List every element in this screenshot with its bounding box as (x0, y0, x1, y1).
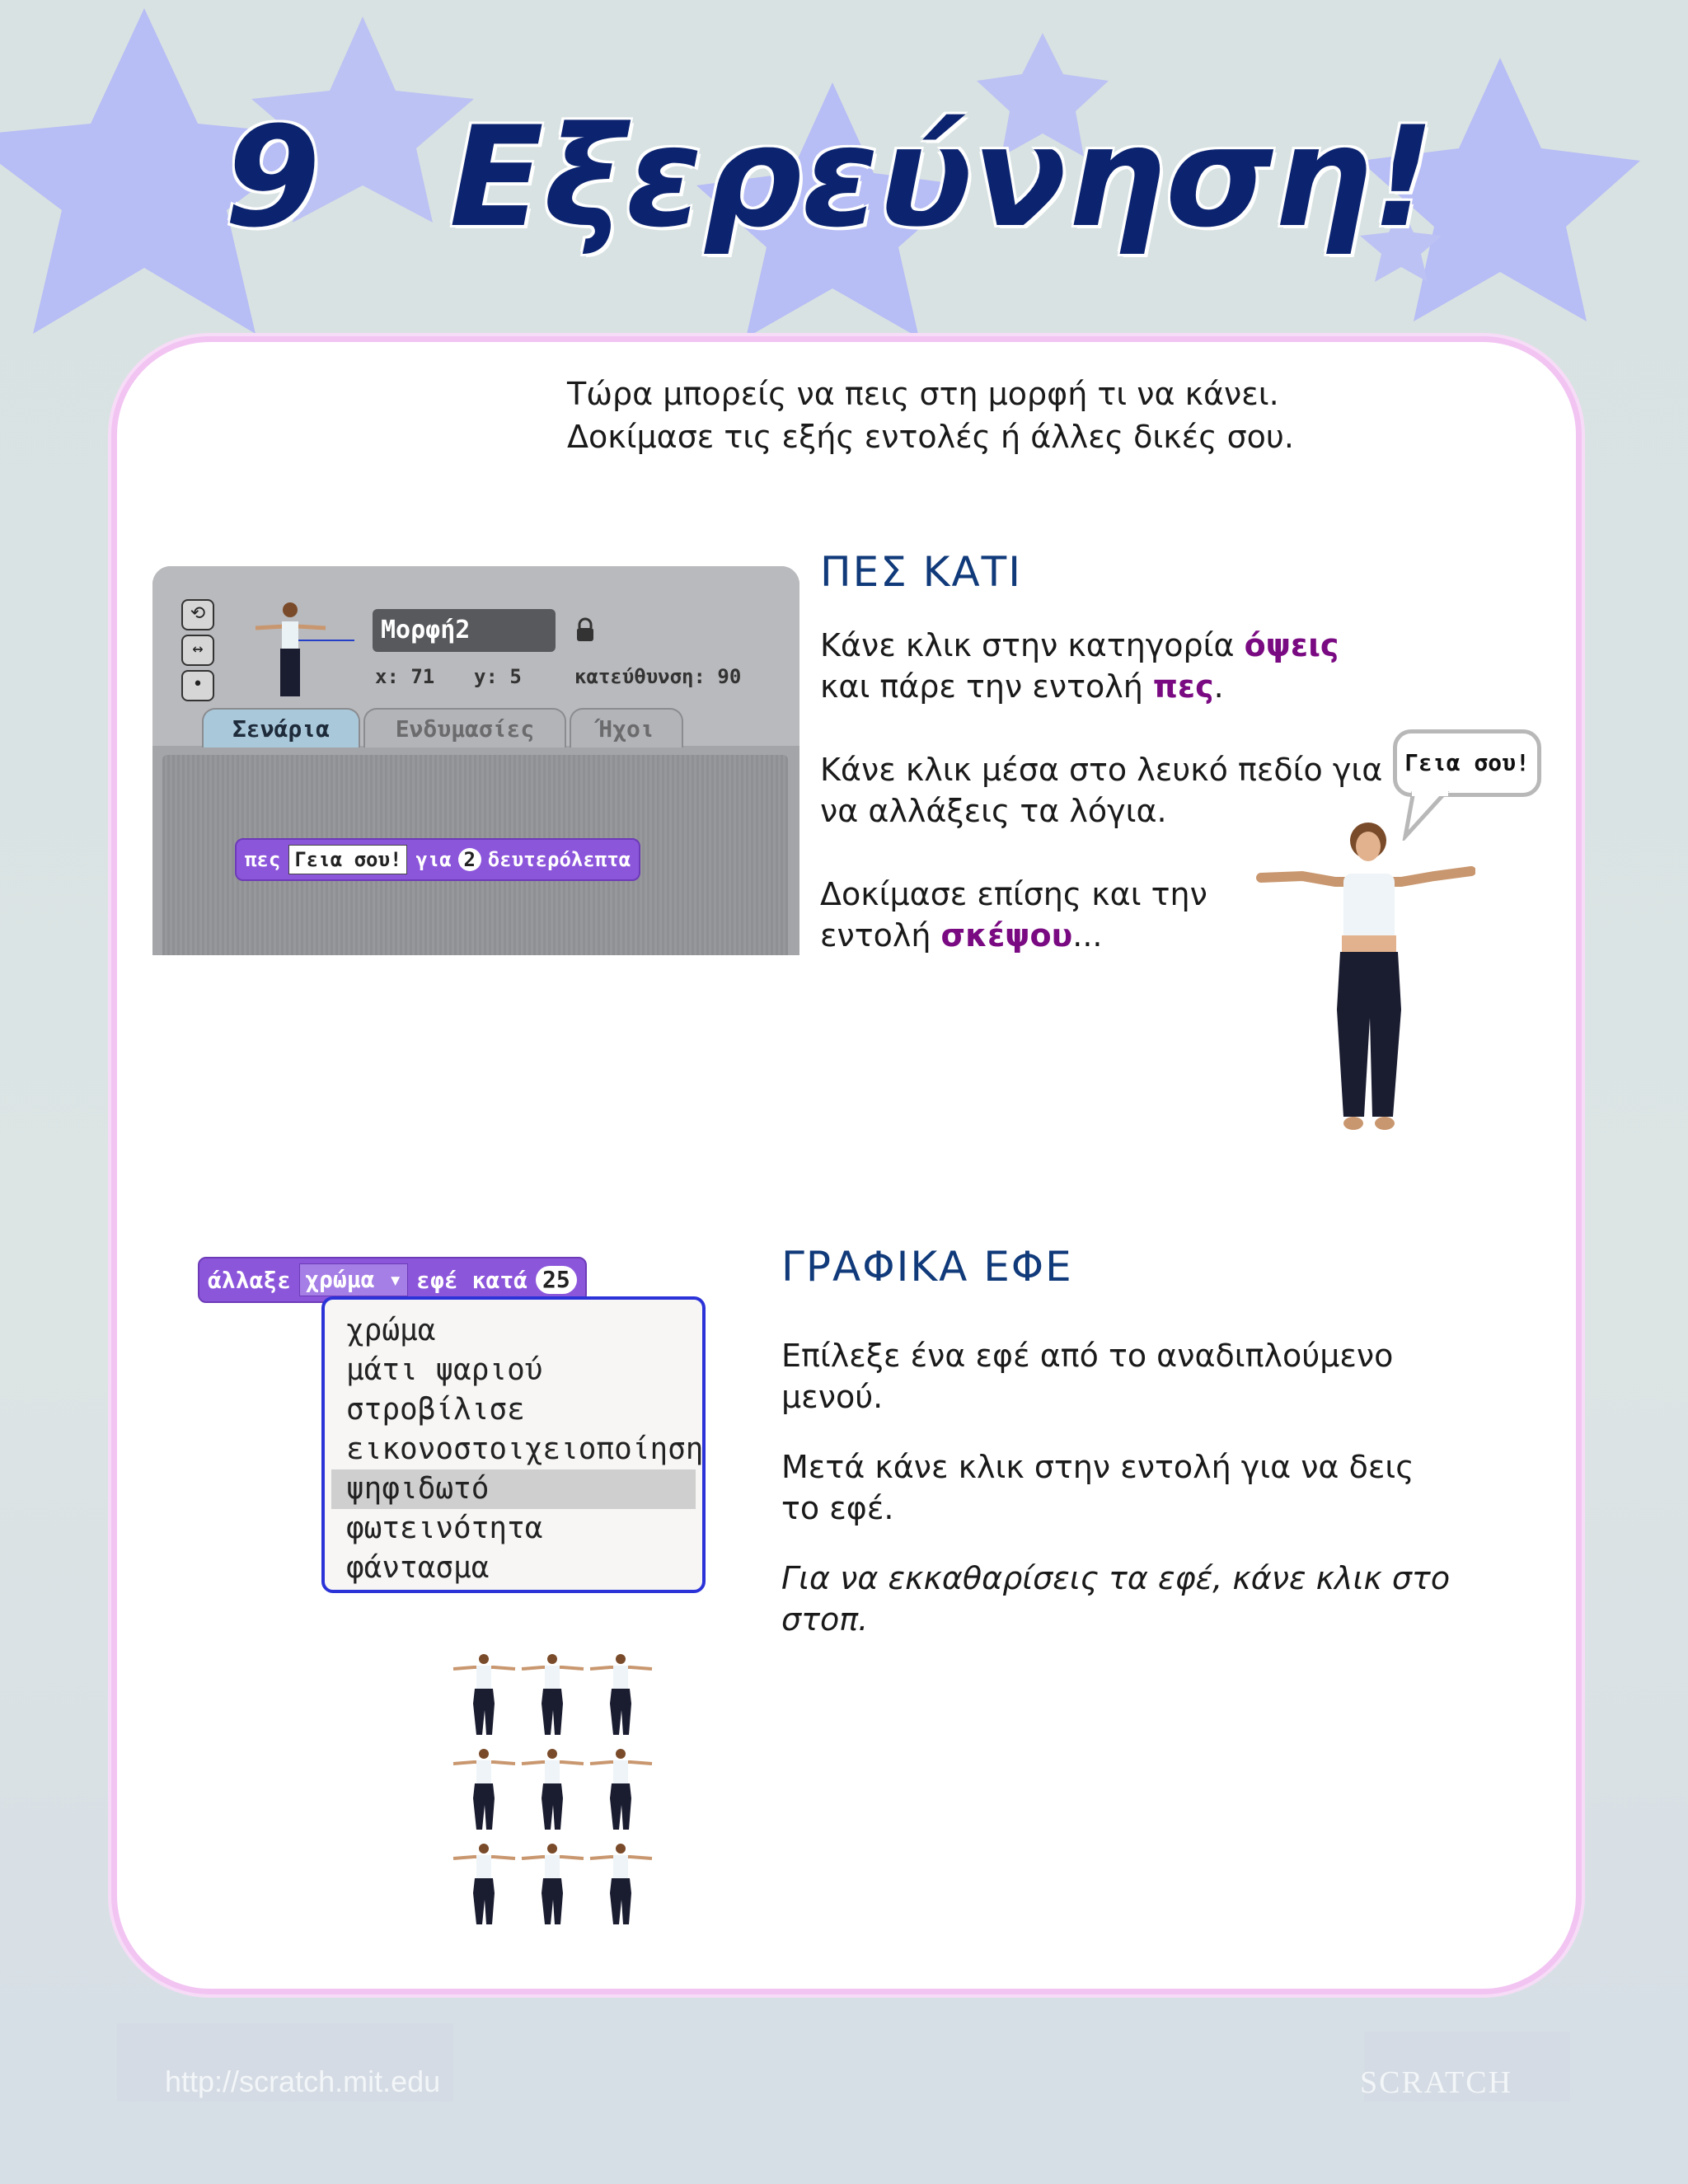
text-line: Δοκίμασε επίσης και την (820, 876, 1207, 912)
keyword-looks: όψεις (1244, 627, 1339, 663)
girl-sprite-figure (1253, 812, 1475, 1141)
menu-item-whirl[interactable]: στροβίλισε (346, 1393, 525, 1427)
seconds-field[interactable]: 2 (458, 848, 481, 871)
text-span: και πάρε την εντολή (820, 668, 1153, 705)
intro-text (567, 373, 1294, 458)
effect-dropdown[interactable] (299, 1263, 408, 1296)
intro-line: Δοκίμασε τις εξής εντολές ή άλλες δικές σου. (567, 419, 1294, 455)
block-label: δευτερόλεπτα (487, 848, 631, 871)
tab-scripts[interactable]: Σενάρια (202, 708, 360, 748)
text-line: το εφέ. (781, 1490, 894, 1526)
flip-mode-button[interactable]: ↔ (181, 635, 214, 666)
menu-item-color[interactable]: χρώμα (346, 1314, 436, 1347)
chevron-down-icon: ▾ (374, 1266, 403, 1293)
menu-item-ghost[interactable]: φάντασμα (346, 1551, 490, 1585)
menu-item-brightness[interactable]: φωτεινότητα (346, 1511, 543, 1545)
text-span: . (1213, 668, 1224, 705)
text-line: να αλλάξεις τα λόγια. (820, 793, 1167, 829)
dropdown-value: χρώμα (305, 1266, 375, 1293)
effects-instruction-1 (781, 1335, 1393, 1418)
y-coordinate: y: 5 (474, 665, 522, 688)
block-label: άλλαξε (208, 1266, 292, 1294)
text-span: Κάνε κλικ στην κατηγορία (820, 627, 1245, 663)
text-line: Μετά κάνε κλικ στην εντολή για να δεις (781, 1449, 1414, 1485)
tab-sounds[interactable]: Ήχοι (570, 708, 683, 748)
effects-section-heading: ΓΡΑΦΙΚΑ ΕΦΕ (781, 1243, 1073, 1291)
sprite-thumbnail (239, 595, 363, 710)
block-label: για (415, 848, 452, 871)
chapter-number: 9 (224, 96, 321, 258)
footer-brand: SCRATCH (1360, 2065, 1513, 2100)
effects-instruction-2 (781, 1446, 1414, 1529)
menu-item-pixelate[interactable]: εικονοστοιχειοποίηση (346, 1432, 704, 1466)
block-label: πες (245, 848, 281, 871)
effect-amount-field[interactable]: 25 (536, 1266, 577, 1294)
x-coordinate: x: 71 (375, 665, 435, 688)
mosaic-effect-preview (449, 1652, 663, 1937)
text-line: στοπ. (781, 1601, 869, 1638)
say-instruction-3 (820, 874, 1207, 956)
tab-costumes[interactable]: Ενδυμασίες (363, 708, 566, 748)
keyword-say: πες (1152, 668, 1214, 705)
text-line: Επίλεξε ένα εφέ από το αναδιπλούμενο (781, 1338, 1394, 1374)
keyword-think: σκέψου (940, 917, 1073, 954)
direction-readout: κατεύθυνση: 90 (574, 665, 742, 688)
footer-url: http://scratch.mit.edu (165, 2064, 441, 2098)
text-line: Κάνε κλικ μέσα στο λευκό πεδίο για (820, 752, 1383, 788)
effects-instruction-3 (781, 1558, 1450, 1640)
no-rotate-button[interactable]: • (181, 670, 214, 701)
say-text-field[interactable]: Γεια σου! (288, 845, 407, 874)
rotate-mode-button[interactable]: ⟲ (181, 599, 214, 630)
menu-item-fisheye[interactable]: μάτι ψαριού (346, 1353, 543, 1387)
menu-item-mosaic[interactable]: ψηφιδωτό (331, 1469, 696, 1509)
say-section-heading: ΠΕΣ ΚΑΤΙ (820, 548, 1022, 596)
text-span: εντολή (820, 917, 941, 954)
text-line: μενού. (781, 1379, 884, 1415)
say-instruction-1 (820, 625, 1339, 707)
intro-line: Τώρα μπορείς να πεις στη μορφή τι να κάνει. (567, 376, 1279, 412)
page-title: Εξερεύνηση! (449, 96, 1435, 258)
text-line: Για να εκκαθαρίσεις τα εφέ, κάνε κλικ στο (781, 1560, 1451, 1596)
scratch-sprite-panel (152, 566, 799, 955)
text-span: ... (1072, 917, 1103, 954)
lock-icon[interactable] (574, 617, 596, 642)
speech-bubble: Γεια σου! (1393, 729, 1541, 797)
sprite-name-field[interactable]: Μορφή2 (373, 609, 556, 652)
block-label: εφέ κατά (416, 1266, 528, 1294)
effect-dropdown-menu (321, 1296, 706, 1593)
say-for-secs-block[interactable] (235, 838, 640, 881)
